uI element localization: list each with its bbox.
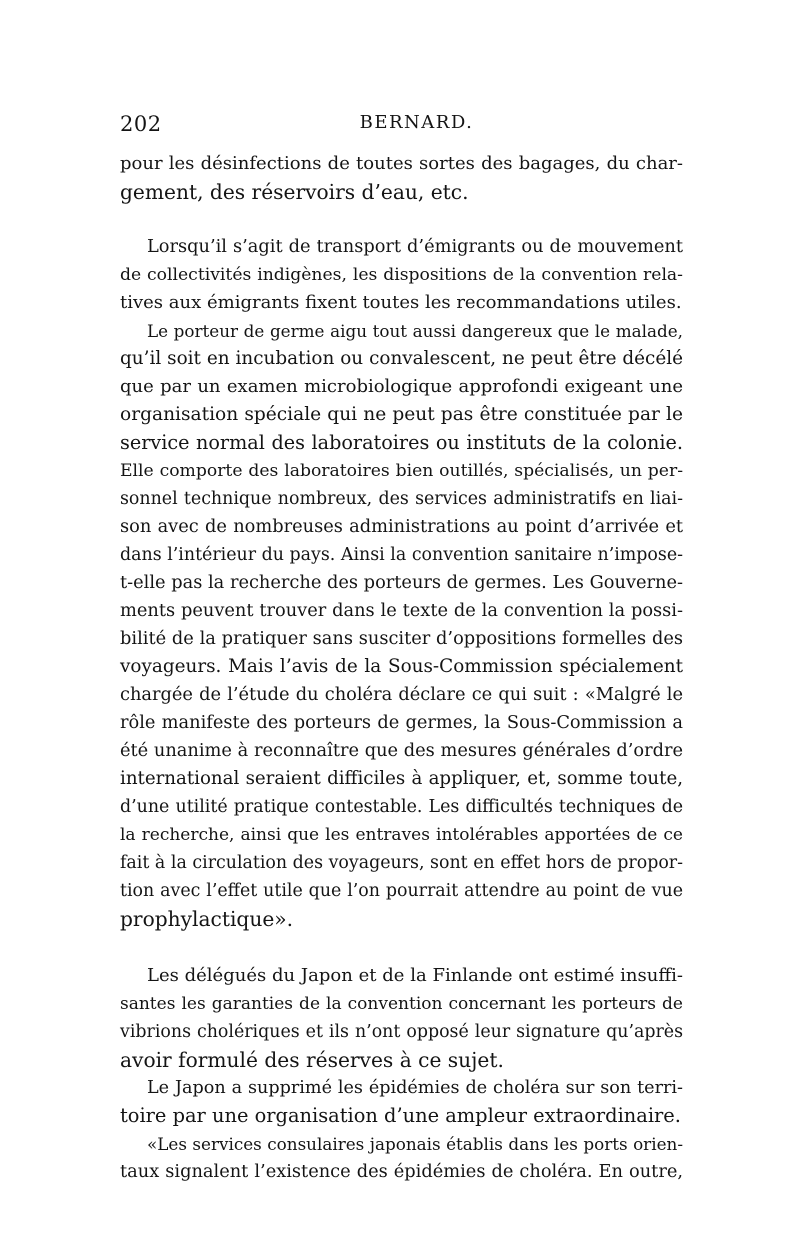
text-line: sonnel technique nombreux, des services administratifs en liai- (120, 489, 683, 509)
text-line: chargée de l’étude du choléra déclare ce qui suit : «Malgré le (120, 684, 683, 705)
paragraph-5 (120, 1074, 683, 1130)
text-line: santes les garanties de la convention concernant les porteurs de (120, 994, 683, 1014)
text-line: Les délégués du Japon et de la Finlande ont estimé insuffi- (147, 965, 683, 986)
body-text (120, 150, 683, 1186)
running-title: BERNARD. (359, 112, 474, 133)
text-line: organisation spéciale qui ne peut pas être constituée par le (120, 404, 683, 425)
text-line: son avec de nombreuses administrations au point d’arrivée et (120, 516, 683, 537)
text-line: bilité de la pratiquer sans susciter d’oppositions formelles des (120, 628, 683, 649)
text-line: dans l’intérieur du pays. Ainsi la convention sanitaire n’impose- (120, 545, 683, 565)
text-line: tives aux émigrants fixent toutes les recommandations utiles. (120, 292, 682, 313)
text-line: toire par une organisation d’une ampleur extraordinaire. (120, 1104, 681, 1127)
text-line: Le porteur de germe aigu tout aussi dangereux que le malade, (147, 321, 683, 341)
text-line: d’une utilité pratique contestable. Les difficultés techniques de (120, 797, 683, 817)
text-line: Elle comporte des laboratoires bien outillés, spécialisés, un per- (120, 461, 683, 481)
text-line: tion avec l’effet utile que l’on pourrait attendre au point de vue (120, 881, 683, 901)
paragraph-spacer (120, 933, 683, 962)
paragraph-1 (120, 150, 683, 206)
paragraph-spacer (120, 206, 683, 233)
text-line: pour les désinfections de toutes sortes des bagages, du char- (120, 153, 683, 174)
paragraph-2 (120, 233, 683, 317)
text-line: «Les services consulaires japonais établis dans les ports orien- (147, 1134, 683, 1154)
text-line: ments peuvent trouver dans le texte de la convention la possi- (120, 600, 683, 621)
text-line: été unanime à reconnaître que des mesures générales d’ordre (120, 740, 683, 761)
page-number: 202 (120, 112, 162, 136)
text-line: gement, des réservoirs d’eau, etc. (120, 180, 469, 204)
paragraph-6 (120, 1130, 683, 1186)
text-line: rôle manifeste des porteurs de germes, la Sous-Commission a (120, 712, 683, 733)
text-line: vibrions cholériques et ils n’ont opposé leur signature qu’après (120, 1022, 683, 1042)
text-line: avoir formulé des réserves à ce sujet. (120, 1048, 504, 1072)
paragraph-4 (120, 962, 683, 1074)
paragraph-3 (120, 317, 683, 933)
text-line: voyageurs. Mais l’avis de la Sous-Commission spécialement (120, 656, 683, 677)
text-line: Le Japon a supprimé les épidémies de choléra sur son terri- (147, 1078, 683, 1098)
text-line: international seraient difficiles à appliquer, et, somme toute, (120, 768, 683, 789)
text-line: service normal des laboratoires ou instituts de la colonie. (120, 431, 683, 454)
text-line: fait à la circulation des voyageurs, sont en effet hors de propor- (120, 853, 683, 873)
text-line: prophylactique». (120, 907, 294, 931)
text-line: qu’il soit en incubation ou convalescent, ne peut être décélé (120, 348, 683, 369)
text-line: de collectivités indigènes, les dispositions de la convention rela- (120, 265, 683, 285)
text-line: la recherche, ainsi que les entraves intolérables apportées de ce (120, 825, 683, 845)
running-head (120, 112, 683, 142)
text-line: taux signalent l’existence des épidémies de choléra. En outre, (120, 1161, 683, 1182)
text-line: t-elle pas la recherche des porteurs de germes. Les Gouverne- (120, 572, 683, 593)
text-line: Lorsqu’il s’agit de transport d’émigrants ou de mouvement (147, 236, 683, 257)
text-line: que par un examen microbiologique approfondi exigeant une (120, 376, 683, 397)
